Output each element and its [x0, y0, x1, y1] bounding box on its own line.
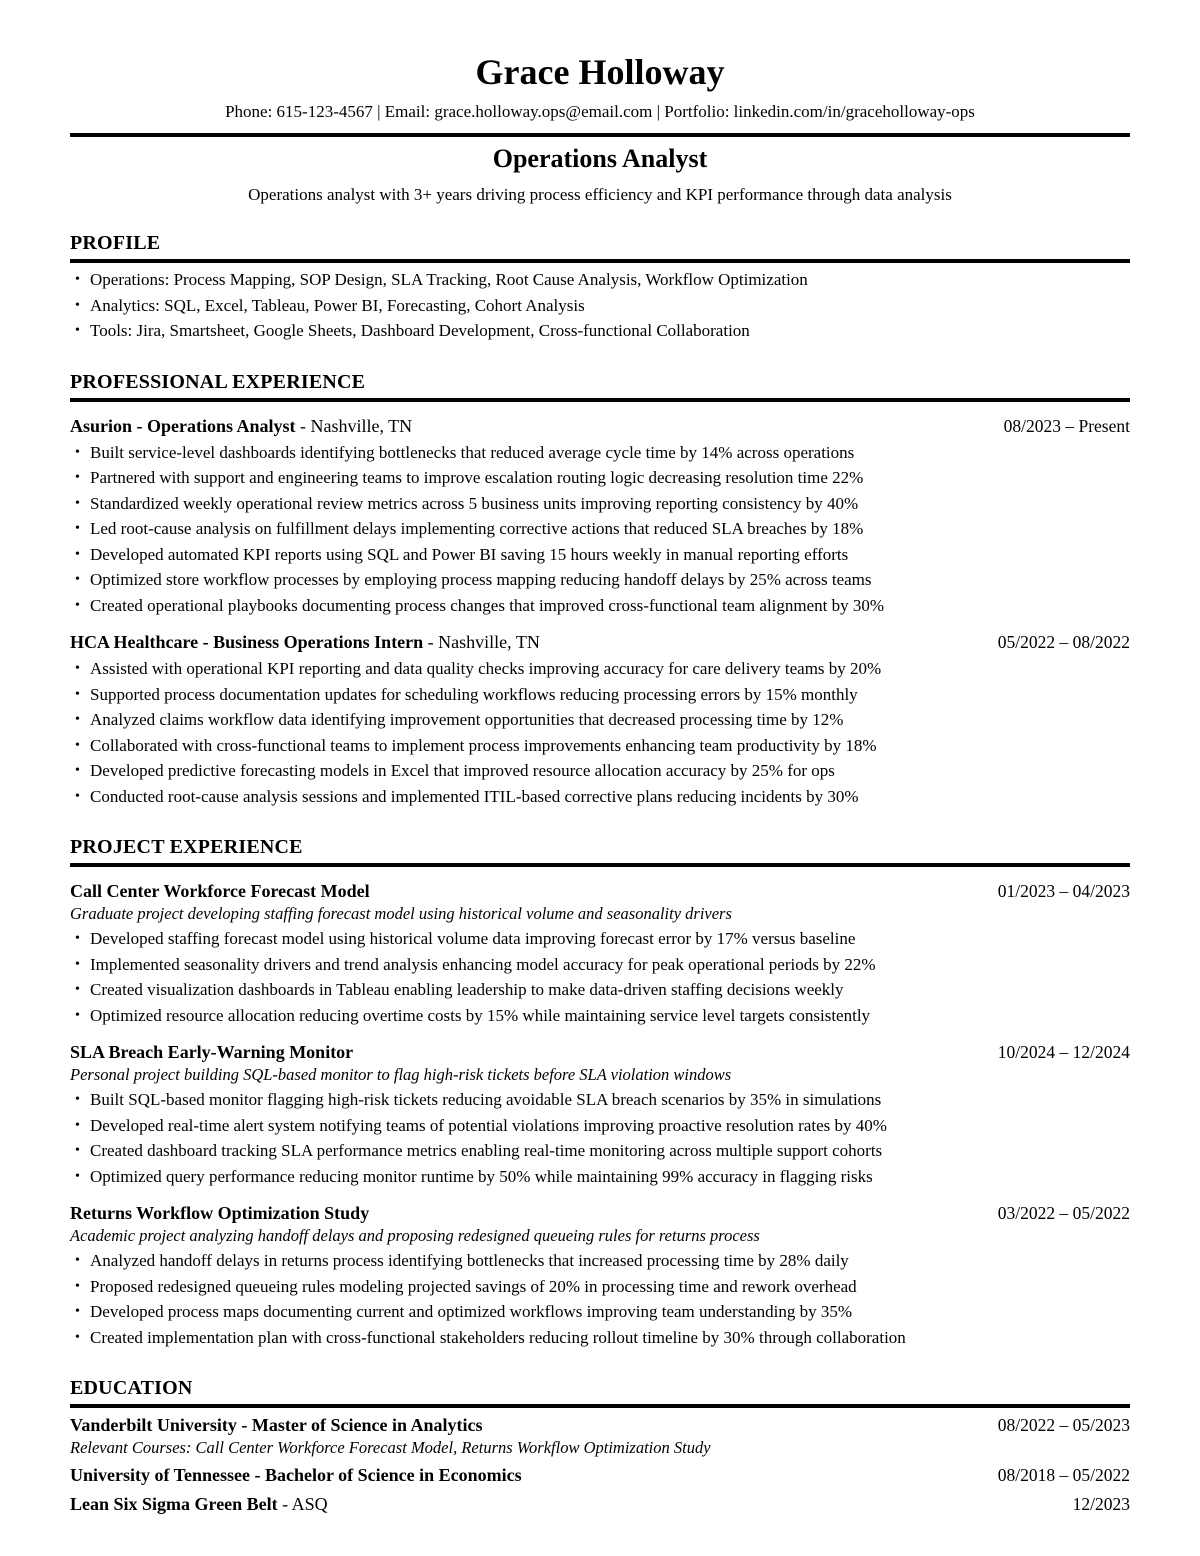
- bullet-icon: •: [75, 1278, 80, 1294]
- list-item: [70, 656, 1130, 682]
- job-entry: [70, 415, 1130, 619]
- bullet-icon: •: [75, 686, 80, 702]
- bullet-icon: •: [75, 1329, 80, 1345]
- bullet-text: Analytics: SQL, Excel, Tableau, Power BI, Forecasting, Cohort Analysis: [90, 295, 585, 315]
- list-item: [70, 682, 1130, 708]
- person-name: Grace Holloway: [475, 52, 725, 92]
- list-item: [70, 926, 1130, 952]
- bullet-icon: •: [75, 1092, 80, 1108]
- project-dates: 10/2024 – 12/2024: [997, 1042, 1130, 1063]
- bullet-text: Optimized resource allocation reducing overtime costs by 15% while maintaining service level targets consistently: [90, 1005, 871, 1025]
- project-subtitle: Personal project building SQL-based monitor to flag high-risk tickets before SLA violation windows: [70, 1065, 732, 1085]
- bullet-icon: •: [75, 297, 80, 313]
- resume-title: Operations Analyst: [492, 144, 708, 174]
- project-header: [70, 1041, 1130, 1064]
- list-item: [70, 977, 1130, 1003]
- profile-heading: PROFILE: [70, 232, 161, 255]
- education-header: [70, 1464, 1130, 1487]
- list-item: [70, 758, 1130, 784]
- bullet-text: Supported process documentation updates for scheduling workflows reducing processing errors by 15% monthly: [90, 684, 858, 704]
- bullet-text: Developed staffing forecast model using historical volume data improving forecast error by 17% versus baseline: [90, 929, 856, 949]
- education-entry: [70, 1464, 1130, 1487]
- bullet-text: Created visualization dashboards in Tableau enabling leadership to make data-driven staffing decisions weekly: [90, 980, 844, 1000]
- project-title: Call Center Workforce Forecast Model: [70, 881, 370, 902]
- bullet-icon: •: [75, 444, 80, 460]
- project-bullet-list: [70, 1248, 1130, 1350]
- bullet-text: Created implementation plan with cross-functional stakeholders reducing rollout timeline by 30% through collaboration: [90, 1327, 906, 1347]
- job-location: - Nashville, TN: [295, 415, 413, 436]
- education-degree: Lean Six Sigma Green Belt: [70, 1494, 278, 1515]
- list-item: [70, 491, 1130, 517]
- list-item: [70, 1003, 1130, 1029]
- contact-line: Phone: 615-123-4567 | Email: grace.holloway.ops@email.com | Portfolio: linkedin.com/in/graceholloway-ops: [225, 102, 975, 122]
- list-item: [70, 267, 1130, 293]
- job-header: [70, 415, 1130, 438]
- list-item: [70, 1274, 1130, 1300]
- bullet-icon: •: [75, 1253, 80, 1269]
- education-title-line: [70, 1464, 522, 1487]
- bullet-icon: •: [75, 272, 80, 288]
- list-item: [70, 733, 1130, 759]
- project-header: [70, 1202, 1130, 1225]
- education-divider: [70, 1404, 1130, 1408]
- bullet-text: Built service-level dashboards identifying bottlenecks that reduced average cycle time by 14% across operations: [90, 442, 855, 462]
- bullet-text: Developed automated KPI reports using SQL and Power BI saving 15 hours weekly in manual reporting efforts: [90, 544, 849, 564]
- bullet-icon: •: [75, 737, 80, 753]
- project-bullet-list: [70, 926, 1130, 1028]
- job-company-role: HCA Healthcare - Business Operations Intern: [70, 632, 424, 653]
- list-item: [70, 593, 1130, 619]
- profile-divider: [70, 259, 1130, 263]
- bullet-text: Developed predictive forecasting models in Excel that improved resource allocation accuracy by 25% for ops: [90, 761, 835, 781]
- bullet-text: Implemented seasonality drivers and trend analysis enhancing model accuracy for peak operational periods by 22%: [90, 954, 876, 974]
- bullet-text: Conducted root-cause analysis sessions and implemented ITIL-based corrective plans reducing incidents by 30%: [90, 786, 859, 806]
- list-item: [70, 440, 1130, 466]
- list-item: [70, 542, 1130, 568]
- section-projects: [70, 836, 1130, 1350]
- project-entry: [70, 880, 1130, 1028]
- list-item: [70, 1164, 1130, 1190]
- education-suffix: - ASQ: [277, 1494, 328, 1515]
- section-experience: [70, 371, 1130, 810]
- project-entry: [70, 1041, 1130, 1189]
- list-item: [70, 1299, 1130, 1325]
- bullet-text: Led root-cause analysis on fulfillment delays implementing corrective actions that reduced SLA breaches by 18%: [90, 519, 864, 539]
- list-item: [70, 1087, 1130, 1113]
- bullet-icon: •: [75, 1168, 80, 1184]
- list-item: [70, 293, 1130, 319]
- bullet-icon: •: [75, 1143, 80, 1159]
- list-item: [70, 465, 1130, 491]
- header-divider: [70, 133, 1130, 137]
- bullet-icon: •: [75, 956, 80, 972]
- project-subtitle: Academic project analyzing handoff delays and proposing redesigned queueing rules for returns process: [70, 1226, 760, 1246]
- profile-bullet-list: [70, 267, 1130, 344]
- project-title: Returns Workflow Optimization Study: [70, 1203, 370, 1224]
- list-item: [70, 516, 1130, 542]
- projects-heading: PROJECT EXPERIENCE: [70, 836, 303, 859]
- bullet-icon: •: [75, 1007, 80, 1023]
- bullet-text: Created dashboard tracking SLA performance metrics enabling real-time monitoring across multiple support cohorts: [90, 1141, 883, 1161]
- bullet-icon: •: [75, 470, 80, 486]
- project-dates: 01/2023 – 04/2023: [997, 881, 1130, 902]
- project-header: [70, 880, 1130, 903]
- summary-line: Operations analyst with 3+ years driving process efficiency and KPI performance through data analysis: [248, 185, 952, 205]
- job-title-line: [70, 631, 540, 654]
- project-dates: 03/2022 – 05/2022: [997, 1203, 1130, 1224]
- list-item: [70, 318, 1130, 344]
- bullet-icon: •: [75, 597, 80, 613]
- bullet-text: Built SQL-based monitor flagging high-risk tickets reducing avoidable SLA breach scenarios by 35% in simulations: [90, 1090, 882, 1110]
- bullet-text: Tools: Jira, Smartsheet, Google Sheets, Dashboard Development, Cross-functional Collaboration: [90, 321, 750, 341]
- project-entry: [70, 1202, 1130, 1350]
- bullet-text: Developed real-time alert system notifying teams of potential violations improving proactive resolution rates by 40%: [90, 1115, 887, 1135]
- bullet-icon: •: [75, 1117, 80, 1133]
- projects-divider: [70, 863, 1130, 867]
- education-entry: [70, 1414, 1130, 1458]
- bullet-icon: •: [75, 546, 80, 562]
- list-item: [70, 952, 1130, 978]
- experience-heading: PROFESSIONAL EXPERIENCE: [70, 370, 366, 393]
- education-header: [70, 1493, 1130, 1516]
- bullet-text: Analyzed claims workflow data identifying improvement opportunities that decreased processing time by 12%: [90, 710, 844, 730]
- education-entry: [70, 1493, 1130, 1516]
- list-item: [70, 1138, 1130, 1164]
- job-bullet-list: [70, 440, 1130, 619]
- list-item: [70, 1248, 1130, 1274]
- education-dates: 08/2022 – 05/2023: [997, 1415, 1130, 1436]
- list-item: [70, 707, 1130, 733]
- project-bullet-list: [70, 1087, 1130, 1189]
- bullet-icon: •: [75, 572, 80, 588]
- job-header: [70, 631, 1130, 654]
- bullet-icon: •: [75, 788, 80, 804]
- experience-divider: [70, 398, 1130, 402]
- list-item: [70, 567, 1130, 593]
- education-courses: Relevant Courses: Call Center Workforce Forecast Model, Returns Workflow Optimization Study: [70, 1438, 711, 1458]
- education-dates: 08/2018 – 05/2022: [997, 1465, 1130, 1486]
- bullet-text: Optimized store workflow processes by employing process mapping reducing handoff delays by 25% across teams: [90, 570, 872, 590]
- bullet-icon: •: [75, 1304, 80, 1320]
- section-profile: [70, 232, 1130, 344]
- education-header: [70, 1414, 1130, 1437]
- bullet-text: Standardized weekly operational review metrics across 5 business units improving reporting consistency by 40%: [90, 493, 859, 513]
- list-item: [70, 1113, 1130, 1139]
- bullet-icon: •: [75, 982, 80, 998]
- job-entry: [70, 631, 1130, 809]
- bullet-icon: •: [75, 323, 80, 339]
- job-dates: 05/2022 – 08/2022: [997, 632, 1130, 653]
- bullet-icon: •: [75, 763, 80, 779]
- bullet-icon: •: [75, 661, 80, 677]
- job-company-role: Asurion - Operations Analyst: [70, 415, 296, 436]
- list-item: [70, 1325, 1130, 1351]
- project-subtitle: Graduate project developing staffing forecast model using historical volume and seasonality drivers: [70, 904, 732, 924]
- bullet-text: Collaborated with cross-functional teams to implement process improvements enhancing team productivity by 18%: [90, 735, 877, 755]
- bullet-icon: •: [75, 521, 80, 537]
- bullet-text: Created operational playbooks documenting process changes that improved cross-functional team alignment by 30%: [90, 595, 885, 615]
- list-item: [70, 784, 1130, 810]
- bullet-text: Partnered with support and engineering teams to improve escalation routing logic decreasing resolution time 22%: [90, 468, 864, 488]
- bullet-icon: •: [75, 495, 80, 511]
- job-bullet-list: [70, 656, 1130, 809]
- job-title-line: [70, 415, 412, 438]
- job-location: - Nashville, TN: [423, 632, 540, 653]
- bullet-text: Optimized query performance reducing monitor runtime by 50% while maintaining 99% accuracy in flagging risks: [90, 1166, 873, 1186]
- bullet-text: Assisted with operational KPI reporting and data quality checks improving accuracy for care delivery teams by 20%: [90, 659, 882, 679]
- section-education: [70, 1377, 1130, 1516]
- job-dates: 08/2023 – Present: [1003, 415, 1130, 436]
- bullet-text: Proposed redesigned queueing rules modeling projected savings of 20% in processing time and rework overhead: [90, 1276, 857, 1296]
- education-dates: 12/2023: [1072, 1494, 1130, 1515]
- project-title: SLA Breach Early-Warning Monitor: [70, 1042, 354, 1063]
- bullet-text: Analyzed handoff delays in returns process identifying bottlenecks that increased processing time by 28% daily: [90, 1251, 849, 1271]
- bullet-icon: •: [75, 931, 80, 947]
- education-degree: University of Tennessee - Bachelor of Science in Economics: [70, 1465, 522, 1486]
- bullet-text: Operations: Process Mapping, SOP Design, SLA Tracking, Root Cause Analysis, Workflow Optimization: [90, 270, 808, 290]
- education-title-line: [70, 1414, 482, 1437]
- education-degree: Vanderbilt University - Master of Science in Analytics: [70, 1415, 483, 1436]
- education-heading: EDUCATION: [70, 1377, 193, 1400]
- education-title-line: [70, 1493, 328, 1516]
- bullet-icon: •: [75, 712, 80, 728]
- bullet-text: Developed process maps documenting current and optimized workflows improving team understanding by 35%: [90, 1302, 852, 1322]
